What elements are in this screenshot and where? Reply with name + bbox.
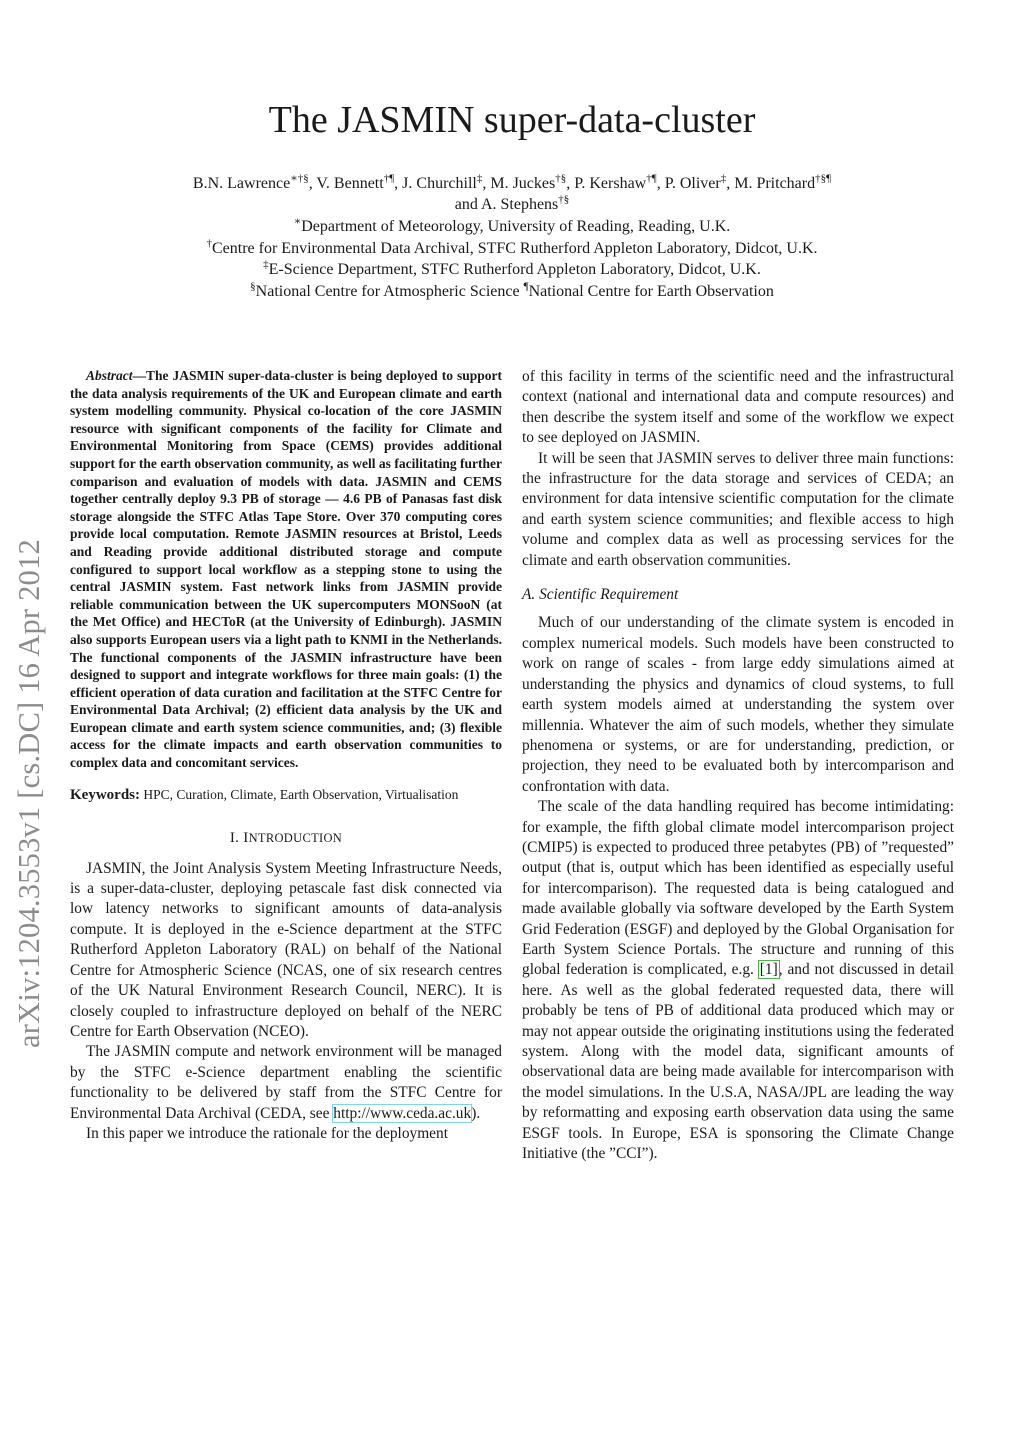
author: P. Oliver‡,: [664, 172, 735, 192]
abstract-text: The JASMIN super-data-cluster is being deployed to support the data analysis requirements of the UK and European climate and earth system modelling community. Physical co-location of the core JASMIN resource with significant components of the facility for Climate and Environmental Monitoring from Space (CEMS) provides additional support for the earth observation community, as well as facilitating further comparison and evaluation of models with data. JASMIN and CEMS together centrally deploy 9.3 PB of storage — 4.6 PB of Panasas fast disk storage alongside the STFC Atlas Tape Store. Over 370 computing cores provide local computation. Remote JASMIN resources at Bristol, Leeds and Reading provide additional distributed storage and compute configured to support local workflow as a stepping stone to using the central JASMIN system. Fast network links from JASMIN provide reliable communication between the UK supercomputers MONSooN (at the Met Office) and HECToR (at the University of Edinburgh). JASMIN also supports European users via a light path to KNMI in the Netherlands. The functional components of the JASMIN infrastructure have been designed to support and integrate workflows for three main goals: (1) the efficient operation of data curation and facilitation at the STFC Centre for Environmental Data Archival; (2) efficient data analysis by the UK and European climate and earth system science communities, and; (3) flexible access for the climate impacts and earth observation communities to complex data and concomitant services.: [70, 368, 502, 771]
arxiv-identifier: arXiv:1204.3553v1 [cs.DC] 16 Apr 2012: [12, 539, 46, 1048]
author-list: [90, 173, 934, 215]
paragraph: The JASMIN compute and network environment will be managed by the STFC e-Science department enabling the scientific functionality to be delivered by staff from the STFC Centre for Environmental Data Archival (CEDA, see http://www.ceda.ac.uk).: [70, 1043, 502, 1122]
affiliation: §National Centre for Atmospheric Science ¶National Centre for Earth Observation: [250, 280, 774, 300]
citation-link[interactable]: [1]: [759, 961, 778, 979]
paragraph: The scale of the data handling required has become intimidating: for example, the fifth global climate model intercomparison project (CMIP5) is expected to produced three petabytes (PB) of ”requested” output (that is, output which has been identified as especially useful for intercomparison). The requested data is being catalogued and made available globally via software developed by the Earth System Grid Federation (ESGF) and deployed by the Global Organisation for Earth System Science Portals. The structure and running of this global federation is complicated, e.g. [1], and not discussed in detail here. As well as the global federated requested data, there will probably be tens of PB of additional data produced which may or may not appear outside the originating institutions using the federated system. Along with the model data, significant amounts of observational data are being made available for intercomparison with the model simulations. In the U.S.A, NASA/JPL are leading the way by reformatting and exposing earth observation data using the same ESGF tools. In Europe, ESA is sponsoring the Climate Change Initiative (the ”CCI”).: [522, 798, 954, 1163]
affiliation: †Centre for Environmental Data Archival, STFC Rutherford Appleton Laboratory, Didcot, U.K.: [206, 237, 818, 257]
affiliation: ‡E-Science Department, STFC Rutherford Appleton Laboratory, Didcot, U.K.: [263, 258, 761, 278]
affiliations: [90, 216, 934, 302]
left-column: [70, 367, 502, 1144]
abstract: Abstract—The JASMIN super-data-cluster is being deployed to support the data analysis requirements of the UK and European climate and earth system modelling community. Physical co-location of the core JASMIN resource with significant components of the facility for Climate and Environmental Monitoring from Space (CEMS) provides additional support for the earth observation community, as well as facilitating further comparison and evaluation of models with data. JASMIN and CEMS together centrally deploy 9.3 PB of storage — 4.6 PB of Panasas fast disk storage alongside the STFC Atlas Tape Store. Over 370 computing cores provide local computation. Remote JASMIN resources at Bristol, Leeds and Reading provide additional distributed storage and compute configured to support local workflow as a stepping stone to using the central JASMIN system. Fast network links from JASMIN provide reliable communication between the UK supercomputers MONSooN (at the Met Office) and HECToR (at the University of Edinburgh). JASMIN also supports European users via a light path to KNMI in the Netherlands. The functional components of the JASMIN infrastructure have been designed to support and integrate workflows for three main goals: (1) the efficient operation of data curation and facilitation at the STFC Centre for Environmental Data Archival; (2) efficient data analysis by the UK and European climate and earth system science communities, and; (3) flexible access for the climate impacts and earth observation communities to complex data and concomitant services.: [70, 368, 502, 771]
keywords-label: Keywords:: [70, 786, 140, 803]
affiliation: ∗Department of Meteorology, University of Reading, Reading, U.K.: [293, 215, 731, 235]
paragraph: Much of our understanding of the climate system is encoded in complex numerical models. Such models have been constructed to work on range of scales - from large eddy simulations aimed at understanding the physics and dynamics of cloud systems, to full earth system models aimed at understanding the system over millennia. Whatever the aim of such models, whether they simulate phenomena or systems, or are for understanding, prediction, or projection, they need to be evaluated both by intercomparison and confrontation with data.: [522, 614, 954, 795]
author: B.N. Lawrence∗†§,: [192, 172, 317, 192]
paragraph: of this facility in terms of the scientific need and the infrastructural context (national and international data and compute resources) and then describe the system itself and some of the workflow we expect to see deployed on JASMIN.: [522, 368, 954, 447]
keywords: [70, 786, 502, 805]
paragraph: JASMIN, the Joint Analysis System Meeting Infrastructure Needs, is a super-data-cluster, deploying petascale fast disk connected via low latency networks to significant amounts of data-analysis compute. It is deployed in the e-Science department at the STFC Rutherford Appleton Laboratory (RAL) on behalf of the National Centre for Atmospheric Science (NCAS, one of six research centres of the UK Natural Environment Research Council, NERC). It is closely coupled to infrastructure deployed on behalf of the NERC Centre for Earth Observation (NCEO).: [70, 859, 502, 1040]
abstract-label: Abstract: [86, 368, 133, 383]
paragraph: In this paper we introduce the rationale for the deployment: [86, 1124, 448, 1142]
section-heading-introduction: I. INTRODUCTION: [229, 830, 343, 847]
author-last: and A. Stephens†§: [454, 193, 570, 213]
author: M. Pritchard†§¶: [734, 172, 832, 192]
paragraph: It will be seen that JASMIN serves to deliver three main functions: the infrastructure for the data storage and services of CEDA; an environment for data intensive scientific computation for the climate and earth system science communities; and flexible access to high volume and complex data as well as processing services for the climate and earth observation communities.: [522, 449, 954, 569]
subsection-heading: A. Scientific Requirement: [522, 586, 679, 604]
ceda-link[interactable]: http://www.ceda.ac.uk: [333, 1104, 472, 1122]
author: J. Churchill‡,: [402, 172, 491, 192]
paper-title: The JASMIN super-data-cluster: [268, 99, 756, 141]
right-column: [522, 367, 954, 1164]
author: P. Kershaw†¶,: [574, 172, 665, 192]
keywords-text: HPC, Curation, Climate, Earth Observation, Virtualisation: [143, 786, 459, 802]
author: V. Bennett†¶,: [316, 172, 403, 192]
author: M. Juckes†§,: [490, 172, 575, 192]
